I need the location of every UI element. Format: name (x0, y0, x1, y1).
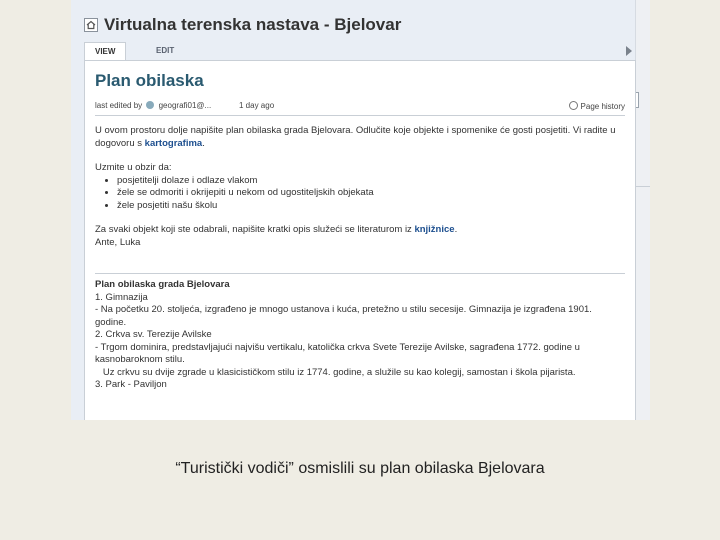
clock-icon (569, 101, 578, 110)
page-content (95, 125, 623, 249)
scrollbar[interactable] (635, 0, 650, 420)
plan-line: Uz crkvu su dvije zgrade u klasicističkom stilu iz 1774. godine, a služile su kao kolegij, samostan i škola pijarista. (95, 366, 576, 378)
instruction-paragraph (95, 224, 623, 237)
page-tabs (84, 42, 634, 60)
tab-edit[interactable]: EDIT (156, 46, 175, 55)
plan-line: 3. Park - Paviljon (95, 379, 167, 390)
kartografima-link[interactable]: kartografima (144, 137, 203, 149)
edited-time: 1 day ago (239, 101, 275, 110)
page-history-link[interactable] (569, 101, 625, 111)
instruction-text: Za svaki objekt koji ste odabrali, napišite kratki opis služeći se literaturom iz (95, 224, 415, 235)
page-meta (95, 101, 625, 113)
page-panel (84, 60, 636, 420)
plan-line: - Trgom dominira, predstavljajući najvišu vertikalu, katolička crkva Svete Terezije Avilske, sagrađena 1772. godine u kasnobaroknom stilu. (95, 341, 580, 365)
plan-title: Plan obilaska grada Bjelovara (95, 279, 230, 290)
plan-line: - Na početku 20. stoljeća, izgrađeno je mnogo ustanova i kuća, pretežno u stilu secesije. Gimnazija je izgrađena 1901. godine. (95, 304, 592, 328)
edited-by-label: last edited by (95, 101, 143, 110)
site-header (84, 12, 401, 38)
page-title: Plan obilaska (95, 71, 204, 90)
slide-caption: “Turistički vodiči” osmislili su plan obilaska Bjelovara (175, 460, 545, 477)
divider (636, 186, 650, 187)
consider-label: Uzmite u obzir da: (95, 162, 172, 173)
plan-line: 1. Gimnazija (95, 291, 148, 303)
intro-end: . (202, 137, 205, 149)
editor-user-link[interactable]: geografi01@... (158, 101, 212, 110)
chevron-right-icon[interactable] (626, 46, 632, 56)
list-item: • žele posjetiti našu školu (117, 200, 623, 213)
authors: Ante, Luka (95, 236, 141, 248)
avatar[interactable] (146, 101, 154, 109)
page-history-label: Page history (580, 102, 625, 111)
home-icon[interactable] (84, 18, 98, 32)
tab-view[interactable]: VIEW (84, 42, 126, 61)
plan-line: 2. Crkva sv. Terezije Avilske (95, 329, 212, 340)
meta-divider (95, 115, 625, 116)
site-title[interactable]: Virtualna terenska nastava - Bjelovar (104, 15, 402, 34)
intro-text: U ovom prostoru dolje napišite plan obilaska grada Bjelovara. Odlučite koje objekte i spomenike će gosti posjetiti. Vi radite u dogovoru s (95, 125, 616, 149)
instruction-end: . (454, 224, 458, 235)
knjiznice-link[interactable]: knjižnice (414, 224, 455, 235)
intro-paragraph (95, 125, 623, 150)
list-item: • žele se odmoriti i okrijepiti u nekom od ugostiteljskih objekata (117, 187, 623, 200)
section-divider (95, 273, 625, 274)
consider-list (95, 175, 623, 213)
plan-content (95, 279, 623, 392)
list-item: • posjetitelji dolaze i odlaze vlakom (117, 175, 623, 188)
wiki-screenshot (71, 0, 650, 420)
